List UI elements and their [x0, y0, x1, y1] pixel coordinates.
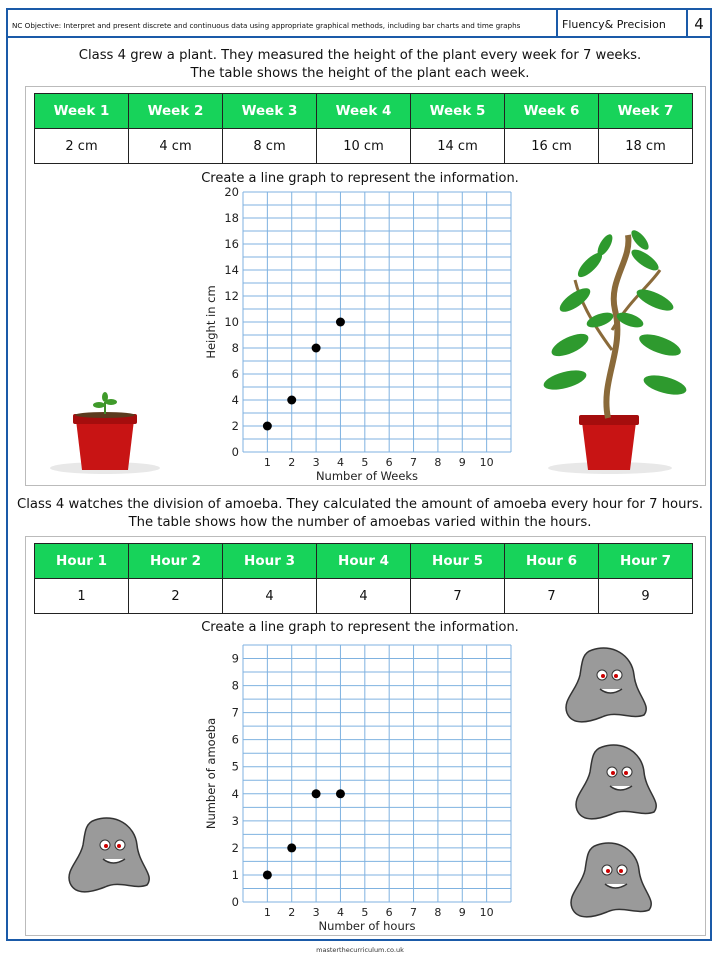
x-tick-label: 10 [479, 906, 494, 919]
data-point [263, 870, 272, 879]
table-header-cell: Hour 5 [411, 544, 505, 579]
y-tick-label: 0 [231, 445, 239, 459]
section-label: Fluency& Precision [562, 18, 666, 31]
table-cell: 10 cm [317, 129, 411, 164]
y-tick-label: 6 [231, 367, 239, 381]
y-tick-label: 5 [231, 759, 239, 774]
table-cell: 4 [317, 579, 411, 614]
y-tick-label: 8 [231, 678, 239, 693]
table-header-cell: Hour 1 [35, 544, 129, 579]
y-tick-label: 2 [231, 840, 239, 855]
data-point [336, 318, 345, 327]
table-cell: 7 [411, 579, 505, 614]
x-tick-label: 5 [361, 456, 369, 469]
y-tick-label: 14 [224, 263, 239, 277]
x-tick-label: 7 [410, 906, 418, 919]
amoeba-illustration [69, 818, 149, 892]
amoeba-illustration [566, 648, 646, 722]
y-tick-label: 16 [224, 237, 239, 251]
table-cell: 16 cm [505, 129, 599, 164]
x-tick-label: 5 [361, 906, 369, 919]
table-cell: 1 [35, 579, 129, 614]
question2-instruction: Create a line graph to represent the information. [201, 620, 519, 635]
y-axis-label: Number of amoeba [204, 717, 218, 830]
table-header-cell: Hour 6 [505, 544, 599, 579]
data-point [263, 422, 272, 431]
x-tick-label: 6 [385, 906, 393, 919]
table-header-cell: Week 6 [505, 94, 599, 129]
x-tick-label: 7 [410, 456, 418, 469]
table-header-cell: Week 2 [129, 94, 223, 129]
y-axis-label: Height in cm [204, 285, 218, 359]
seedling-pot-illustration [50, 392, 160, 474]
x-axis-label: Number of Weeks [315, 469, 419, 483]
table-header-cell: Week 3 [223, 94, 317, 129]
data-point [287, 843, 296, 852]
x-tick-label: 4 [336, 906, 344, 919]
x-tick-label: 1 [263, 906, 271, 919]
x-tick-label: 3 [312, 906, 320, 919]
question2-line1: Class 4 watches the division of amoeba. They calculated the amount of amoeba every hour for 7 hours. [17, 497, 703, 512]
x-tick-label: 2 [288, 906, 296, 919]
amoeba-illustration [576, 745, 656, 819]
y-tick-label: 20 [224, 185, 239, 199]
x-tick-label: 10 [479, 456, 494, 469]
question1-line2: The table shows the height of the plant each week. [190, 66, 530, 81]
data-point [336, 789, 345, 798]
y-tick-label: 10 [224, 315, 239, 329]
table-header-cell: Week 5 [411, 94, 505, 129]
table-header-cell: Week 1 [35, 94, 129, 129]
y-tick-label: 4 [231, 786, 239, 801]
y-tick-label: 2 [231, 419, 239, 433]
y-tick-label: 0 [231, 895, 239, 909]
table-header-cell: Hour 2 [129, 544, 223, 579]
page-number: 4 [694, 15, 704, 33]
y-tick-label: 8 [231, 341, 239, 355]
table-cell: 18 cm [599, 129, 693, 164]
y-tick-label: 1 [231, 867, 239, 882]
x-tick-label: 8 [434, 906, 442, 919]
y-tick-label: 3 [231, 813, 239, 828]
amoeba-illustration [571, 843, 651, 917]
nc-objective: NC Objective: Interpret and present discrete and continuous data using appropriate graphical methods, including bar charts and time graphs [12, 21, 521, 30]
footer-url: masterthecurriculum.co.uk [316, 946, 404, 954]
table-cell: 7 [505, 579, 599, 614]
y-tick-label: 7 [231, 705, 239, 720]
table-cell: 9 [599, 579, 693, 614]
data-point [312, 344, 321, 353]
y-tick-label: 12 [224, 289, 239, 303]
table-header-cell: Hour 3 [223, 544, 317, 579]
x-tick-label: 9 [458, 906, 466, 919]
x-tick-label: 3 [312, 456, 320, 469]
question2-line2: The table shows how the number of amoebas varied within the hours. [128, 515, 592, 530]
question1-instruction: Create a line graph to represent the information. [201, 171, 519, 186]
data-point [312, 789, 321, 798]
x-tick-label: 1 [263, 456, 271, 469]
grown-plant-illustration [542, 228, 689, 474]
table-cell: 14 cm [411, 129, 505, 164]
question1-line1: Class 4 grew a plant. They measured the height of the plant every week for 7 weeks. [78, 48, 642, 63]
data-point [287, 396, 296, 405]
table-cell: 2 cm [35, 129, 129, 164]
y-tick-label: 6 [231, 732, 239, 747]
x-axis-label: Number of hours [318, 919, 416, 933]
y-tick-label: 4 [231, 393, 239, 407]
x-tick-label: 4 [336, 456, 344, 469]
y-tick-label: 9 [231, 651, 239, 666]
amoeba-line-graph [204, 645, 511, 933]
table-header-cell: Week 4 [317, 94, 411, 129]
table-header-cell: Hour 7 [599, 544, 693, 579]
x-tick-label: 8 [434, 456, 442, 469]
table-cell: 4 cm [129, 129, 223, 164]
x-tick-label: 2 [288, 456, 296, 469]
table-cell: 8 cm [223, 129, 317, 164]
table-cell: 2 [129, 579, 223, 614]
height-line-graph [204, 185, 511, 483]
x-tick-label: 6 [385, 456, 393, 469]
y-tick-label: 18 [224, 211, 239, 225]
table-header-cell: Week 7 [599, 94, 693, 129]
table-header-cell: Hour 4 [317, 544, 411, 579]
table-cell: 4 [223, 579, 317, 614]
x-tick-label: 9 [458, 456, 466, 469]
